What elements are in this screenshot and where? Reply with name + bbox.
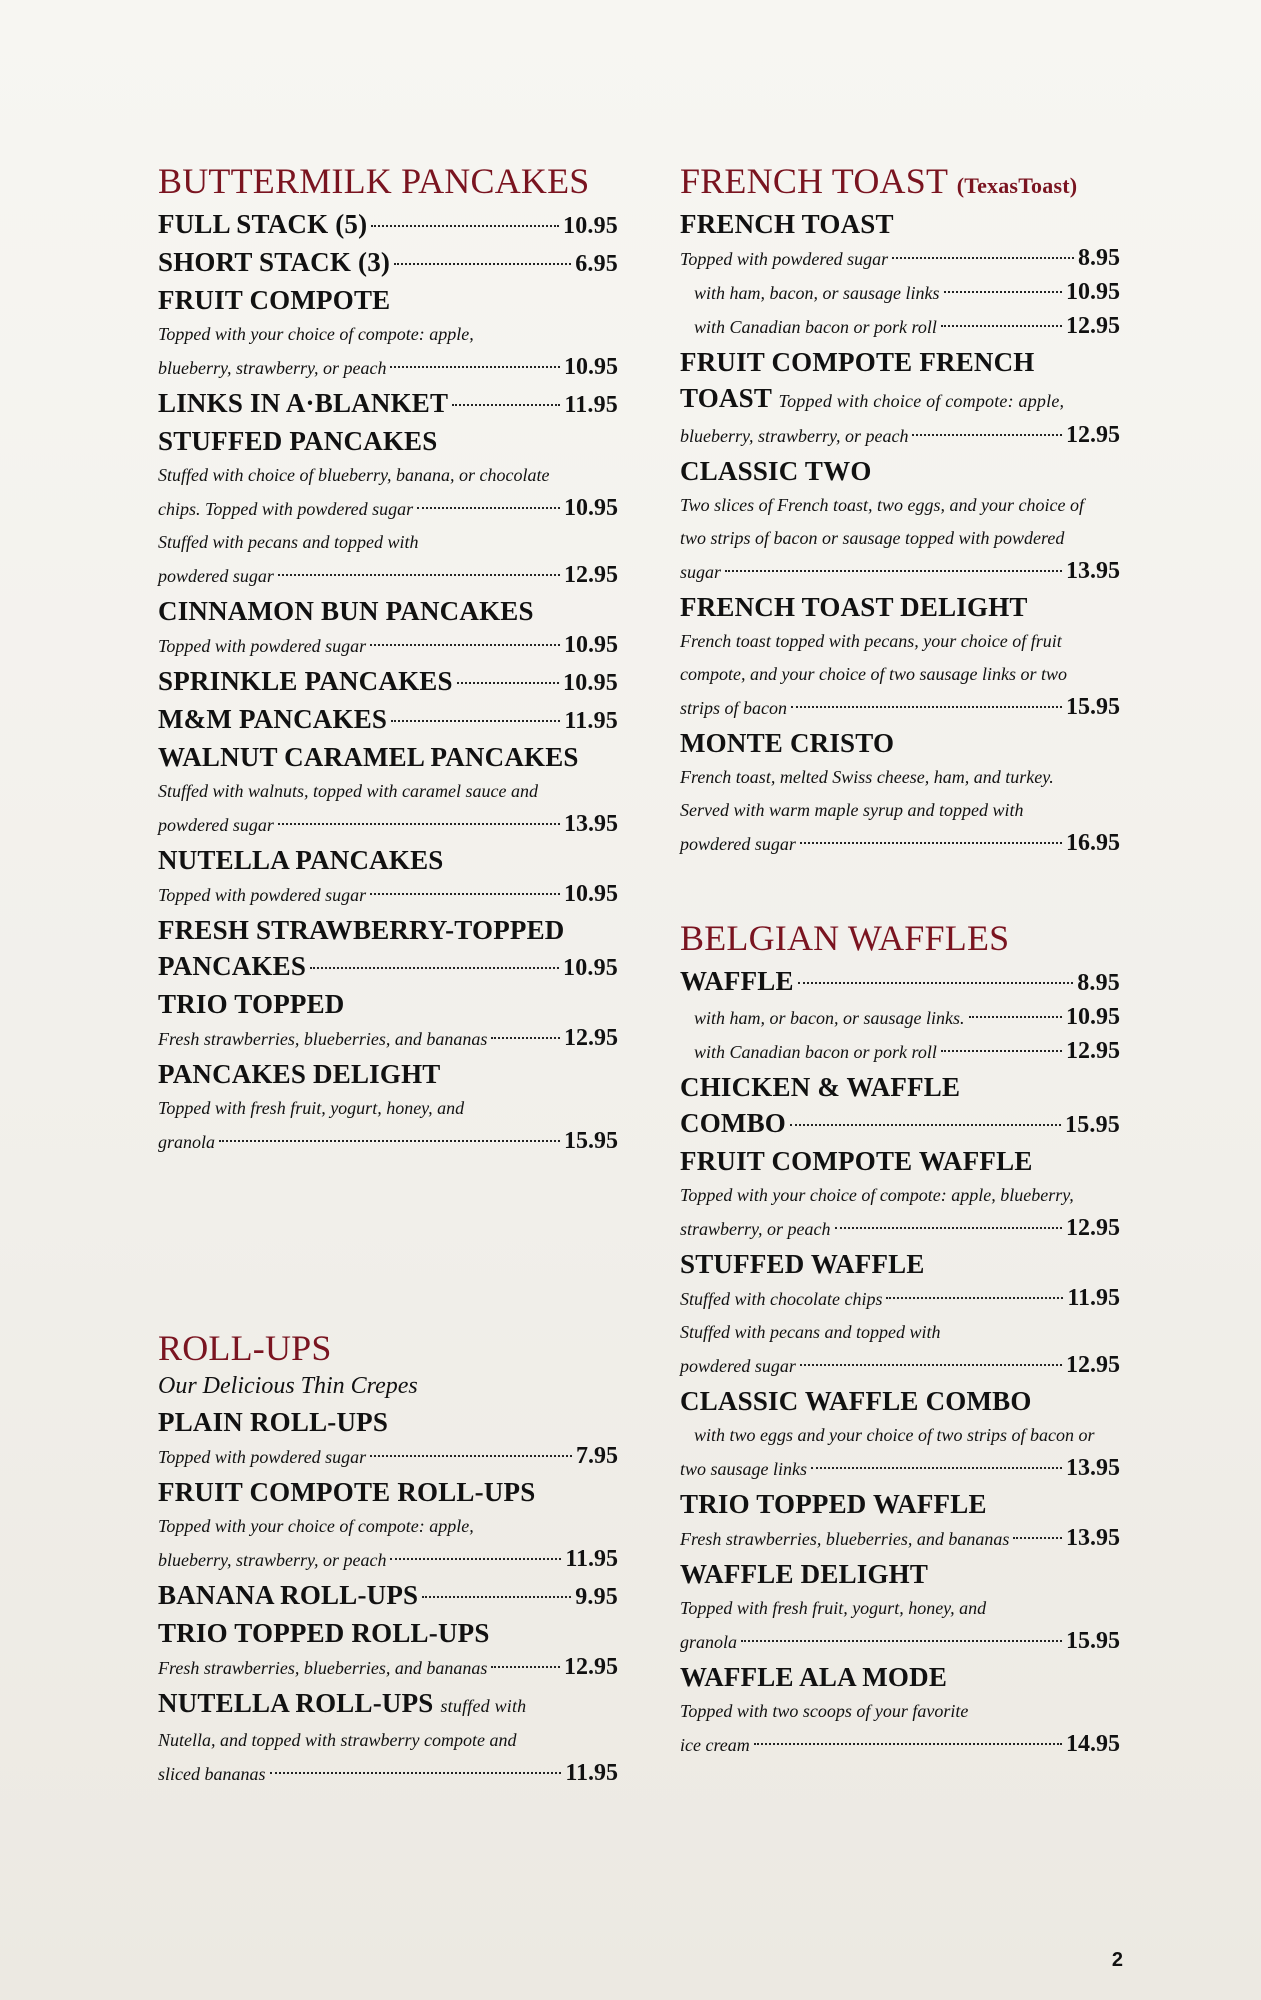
menu-item-monte-cristo: MONTE CRISTO French toast, melted Swiss cheese, ham, and turkey. Served with warm maple syrup and topped with powdered sugar 16.95 [680,728,1120,856]
menu-item-plain-rollups: PLAIN ROLL-UPS Topped with powdered sugar 7.95 [158,1407,618,1469]
menu-item-walnut-caramel: WALNUT CARAMEL PANCAKES Stuffed with walnuts, topped with caramel sauce and powdered sugar 13.95 [158,742,618,837]
menu-item-links-in-a-blanket: LINKS IN A·BLANKET 11.95 [158,388,618,418]
menu-item-cinnamon-bun: CINNAMON BUN PANCAKES Topped with powdered sugar 10.95 [158,596,618,658]
menu-item-trio-rollups: TRIO TOPPED ROLL-UPS Fresh strawberries, blueberries, and bananas 12.95 [158,1618,618,1680]
menu-item-waffle-ala-mode: WAFFLE ALA MODE Topped with two scoops of your favorite ice cream 14.95 [680,1662,1120,1757]
menu-item-pancakes-delight: PANCAKES DELIGHT Topped with fresh fruit, yogurt, honey, and granola 15.95 [158,1059,618,1154]
menu-item-fruit-compote: FRUIT COMPOTE Topped with your choice of compote: apple, blueberry, strawberry, or peach 10.95 [158,285,618,380]
menu-item-fruit-rollups: FRUIT COMPOTE ROLL-UPS Topped with your choice of compote: apple, blueberry, strawberry, or peach 11.95 [158,1477,618,1572]
menu-item-banana-rollups: BANANA ROLL-UPS 9.95 [158,1580,618,1610]
page-number: 2 [1111,1949,1123,1971]
section-title-french-toast: FRENCH TOAST (TexasToast) [680,161,1078,201]
menu-item-french-toast: FRENCH TOAST Topped with powdered sugar 8.95 with ham, bacon, or sausage links 10.95 with Canadian bacon or pork roll 12.95 [680,209,1120,339]
menu-item-stuffed-waffle: STUFFED WAFFLE Stuffed with chocolate chips 11.95 Stuffed with pecans and topped with powdered sugar 12.95 [680,1249,1120,1378]
menu-item-french-toast-delight: FRENCH TOAST DELIGHT French toast topped with pecans, your choice of fruit compote, and your choice of two sausage links or two strips of bacon 15.95 [680,592,1120,720]
menu-item-nutella-rollups: NUTELLA ROLL-UPS stuffed with Nutella, and topped with strawberry compote and sliced bananas 11.95 [158,1688,618,1786]
section-subtitle-rollups: Our Delicious Thin Crepes [158,1373,418,1399]
menu-item-sprinkle: SPRINKLE PANCAKES 10.95 [158,666,618,696]
menu-item-stuffed-pancakes: STUFFED PANCAKES Stuffed with choice of blueberry, banana, or chocolate chips. Topped with powdered sugar 10.95 Stuffed with pecans and topped with powdered sugar 12.95 [158,426,618,588]
left-column [158,160,618,1791]
section-title-pancakes: BUTTERMILK PANCAKES [158,161,590,201]
menu-item-short-stack: SHORT STACK (3) 6.95 [158,247,618,277]
menu-item-chicken-waffle: CHICKEN & WAFFLE COMBO 15.95 [680,1072,1120,1138]
menu-item-waffle-delight: WAFFLE DELIGHT Topped with fresh fruit, yogurt, honey, and granola 15.95 [680,1559,1120,1654]
menu-item-waffle: WAFFLE 8.95 with ham, or bacon, or sausage links. 10.95 with Canadian bacon or pork roll 12.95 [680,966,1120,1064]
menu-item-fruit-compote-waffle: FRUIT COMPOTE WAFFLE Topped with your choice of compote: apple, blueberry, strawberry, or peach 12.95 [680,1146,1120,1241]
menu-item-nutella-pancakes: NUTELLA PANCAKES Topped with powdered sugar 10.95 [158,845,618,907]
menu-item-classic-waffle-combo: CLASSIC WAFFLE COMBO with two eggs and your choice of two strips of bacon or two sausage links 13.95 [680,1386,1120,1481]
menu-item-full-stack: FULL STACK (5) 10.95 [158,209,618,239]
menu-item-trio-topped-waffle: TRIO TOPPED WAFFLE Fresh strawberries, blueberries, and bananas 13.95 [680,1489,1120,1551]
section-title-waffles: BELGIAN WAFFLES [680,918,1010,958]
right-column [680,160,1120,1762]
menu-item-classic-two: CLASSIC TWO Two slices of French toast, two eggs, and your choice of two strips of bacon or sausage topped with powdered sugar 13.95 [680,456,1120,584]
menu-item-fresh-strawberry: FRESH STRAWBERRY-TOPPED PANCAKES 10.95 [158,915,618,981]
menu-item-trio-topped: TRIO TOPPED Fresh strawberries, blueberries, and bananas 12.95 [158,989,618,1051]
menu-item-mm: M&M PANCAKES 11.95 [158,704,618,734]
section-title-rollups: ROLL-UPS [158,1328,332,1368]
menu-item-fruit-compote-french-toast: FRUIT COMPOTE FRENCH TOAST Topped with choice of compote: apple, blueberry, strawberry, or peach 12.95 [680,347,1120,448]
